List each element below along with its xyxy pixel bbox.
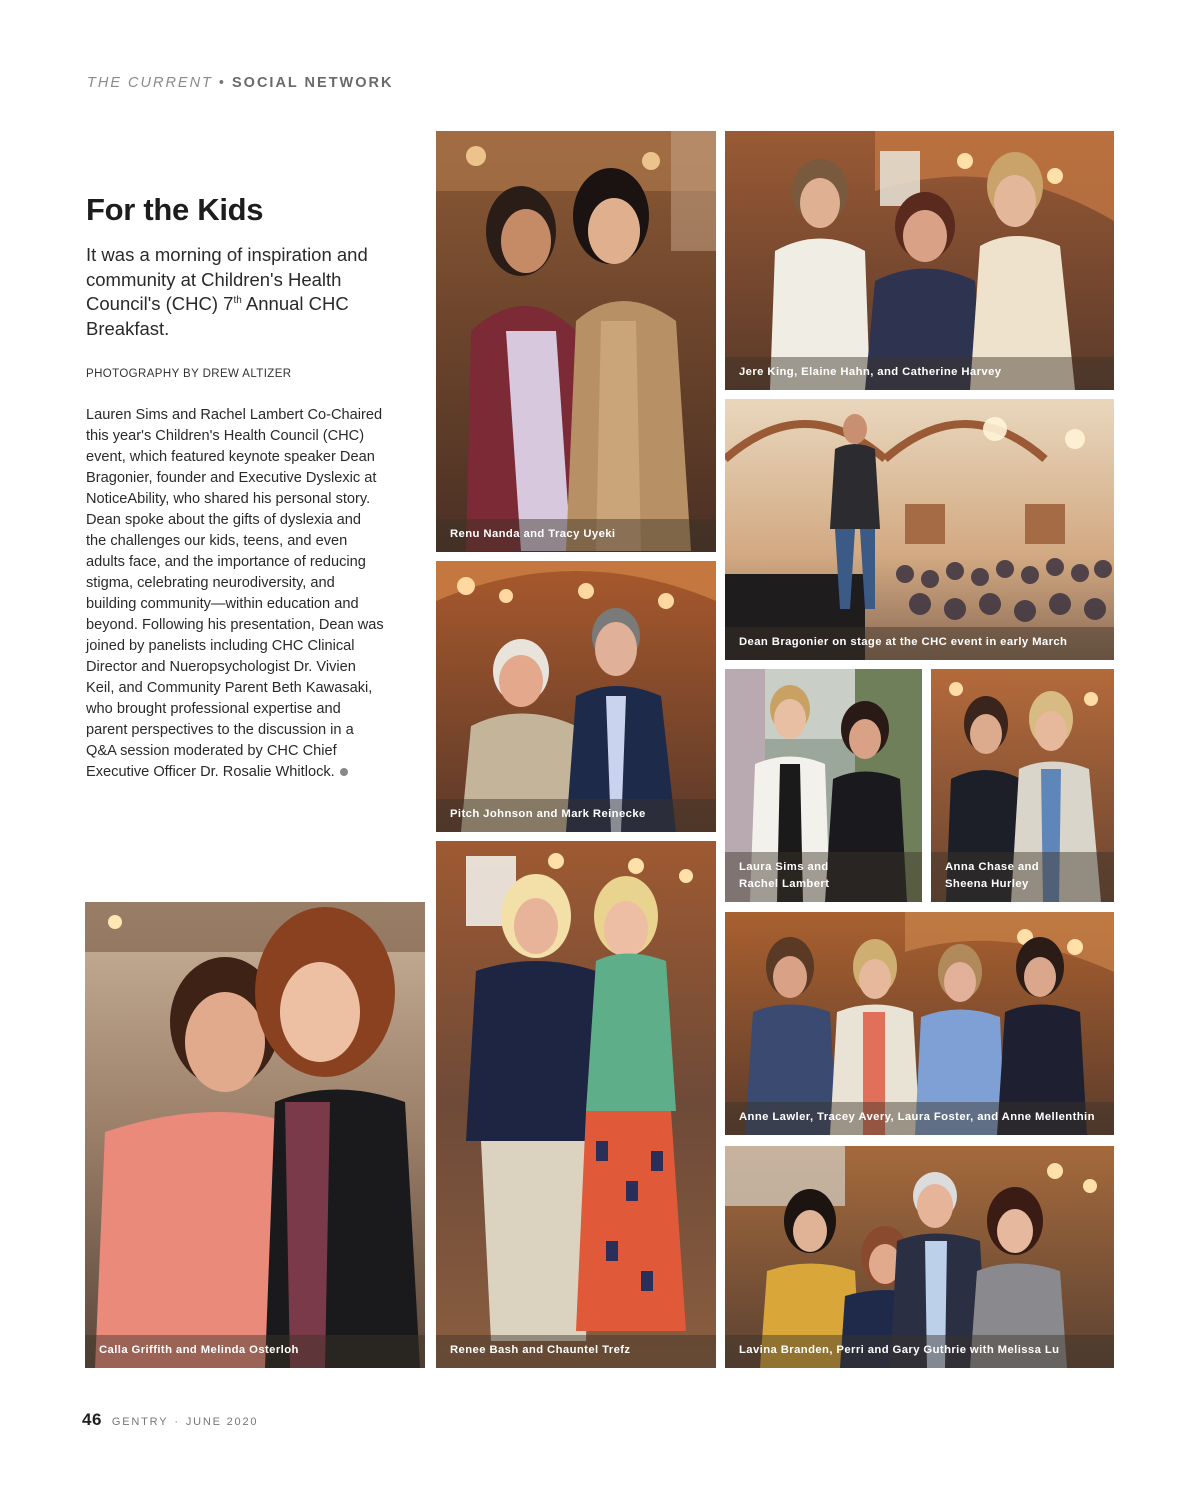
photo-anna-chase-sheena-hurley xyxy=(931,669,1114,902)
photo-caption: Renu Nanda and Tracy Uyeki xyxy=(436,519,716,552)
photo-caption: Calla Griffith and Melinda Osterloh xyxy=(85,1335,425,1368)
photo-lavina-branden-group xyxy=(725,1146,1114,1368)
photo-credit: PHOTOGRAPHY BY DREW ALTIZER xyxy=(86,368,292,380)
photo-caption xyxy=(725,852,922,902)
article-title: For the Kids xyxy=(86,192,264,227)
photo-renu-nanda-tracy-uyeki xyxy=(436,131,716,552)
photo-anne-lawler-group xyxy=(725,912,1114,1135)
caption-line-1: Anna Chase and xyxy=(945,861,1040,873)
caption-line-2: Rachel Lambert xyxy=(739,878,830,890)
section-label: SOCIAL NETWORK xyxy=(232,75,394,91)
article-body xyxy=(86,405,384,783)
photo-laura-sims-rachel-lambert xyxy=(725,669,922,902)
page-number: 46 xyxy=(82,1410,102,1429)
caption-line-1: Laura Sims and xyxy=(739,861,829,873)
article-body-text: Lauren Sims and Rachel Lambert Co-Chaired this year's Children's Health Council (CHC) event, which featured keynote speaker Dean Bragonier, founder and Executive Dyslexic at NoticeAbility, who shared his personal story. Dean spoke about the gifts of dyslexia and the challenges our kids, teens, and even adults face, and the importance of reducing stigma, celebrating neurodiversity, and building community—within education and beyond. Following his presentation, Dean was joined by panelists including CHC Clinical Director and Nueropsychologist Dr. Vivien Keil, and Community Parent Beth Kawasaki, who brought professional expertise and parent perspectives to the discussion in a Q&A session moderated by CHC Chief Executive Officer Dr. Rosalie Whitlock. xyxy=(86,407,384,780)
photo-caption: Dean Bragonier on stage at the CHC event in early March xyxy=(725,627,1114,660)
photo-caption: Jere King, Elaine Hahn, and Catherine Harvey xyxy=(725,357,1114,390)
photo-pitch-johnson-mark-reinecke xyxy=(436,561,716,832)
dek-text-end: Annual CHC Breakfast. xyxy=(86,293,349,339)
section-header xyxy=(87,75,393,91)
footer-separator: · xyxy=(174,1416,180,1428)
page-footer xyxy=(82,1410,258,1430)
magazine-section-label: THE CURRENT xyxy=(87,75,213,91)
caption-line-2: Sheena Hurley xyxy=(945,878,1029,890)
photo-calla-griffith-melinda-osterloh xyxy=(85,902,425,1368)
photo-caption: Pitch Johnson and Mark Reinecke xyxy=(436,799,716,832)
photo-caption: Lavina Branden, Perri and Gary Guthrie with Melissa Lu xyxy=(725,1335,1114,1368)
photo-caption: Anne Lawler, Tracey Avery, Laura Foster, and Anne Mellenthin xyxy=(725,1102,1114,1135)
end-mark-icon xyxy=(340,768,348,776)
article-dek xyxy=(86,243,386,341)
photo-dean-bragonier-stage xyxy=(725,399,1114,660)
event-photo-image xyxy=(436,131,716,552)
dek-text-start: It was a morning of inspiration and community at Children's Health Council's (CHC) 7 xyxy=(86,244,368,314)
magazine-name: GENTRY xyxy=(111,1416,169,1428)
event-photo-image xyxy=(725,399,1114,660)
photo-renee-bash-chauntel-trefz xyxy=(436,841,716,1368)
event-photo-image xyxy=(436,841,716,1368)
photo-caption: Renee Bash and Chauntel Trefz xyxy=(436,1335,716,1368)
event-photo-image xyxy=(725,131,1114,390)
photo-jere-king-elaine-hahn-catherine-harvey xyxy=(725,131,1114,390)
issue-date: JUNE 2020 xyxy=(185,1416,259,1428)
event-photo-image xyxy=(436,561,716,832)
event-photo-image xyxy=(85,902,425,1368)
photo-caption xyxy=(931,852,1114,902)
dek-superscript: th xyxy=(233,294,242,306)
header-separator: • xyxy=(218,75,226,91)
